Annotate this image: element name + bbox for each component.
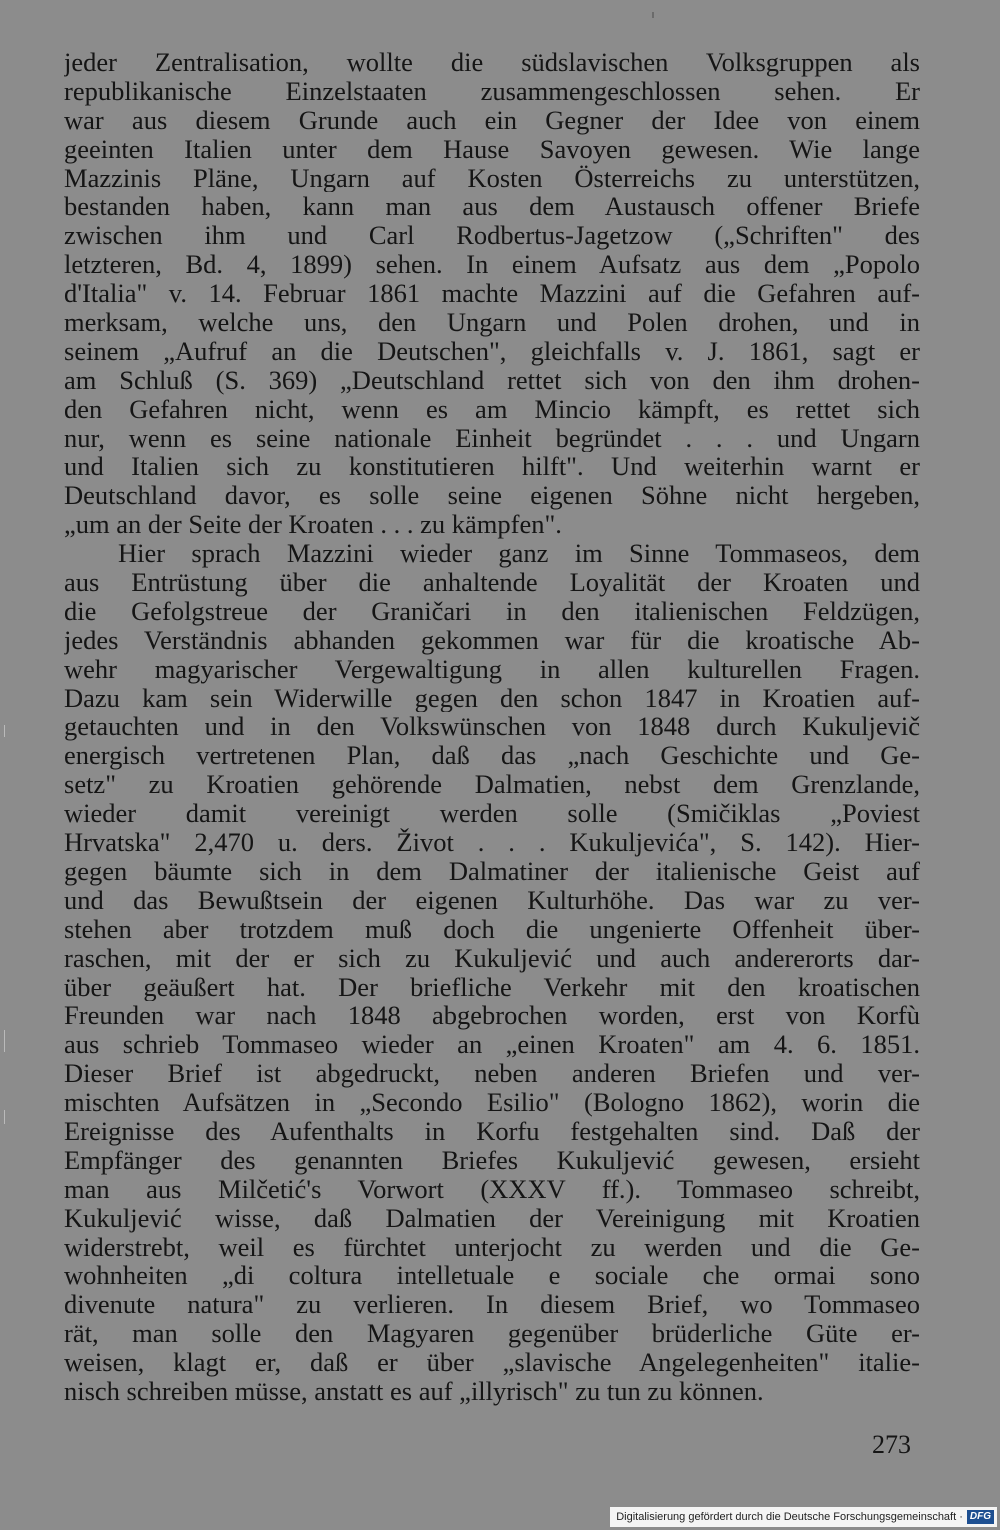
text-line: nur, wenn es seine nationale Einheit begründet . . . und Ungarn: [64, 423, 920, 453]
scan-artifact: [4, 1110, 5, 1124]
text-line: den Gefahren nicht, wenn es am Mincio kämpft, es rettet sich: [64, 394, 920, 424]
text-line: aus Entrüstung über die anhaltende Loyalität der Kroaten und: [64, 568, 920, 597]
text-line: über geäußert hat. Der briefliche Verkehr mit den kroatischen: [64, 972, 920, 1002]
text-line: widerstrebt, weil es fürchtet unterjocht zu werden und die Ge-: [64, 1232, 920, 1262]
text-line: Hier sprach Mazzini wieder ganz im Sinne Tommaseos, dem: [118, 539, 920, 569]
text-line: nisch schreiben müsse, anstatt es auf „illyrisch" zu tun zu können.: [64, 1376, 764, 1406]
text-line: bestanden haben, kann man aus dem Austausch offener Briefe: [64, 192, 920, 222]
text-line: Mazzinis Pläne, Ungarn auf Kosten Österreichs zu unterstützen,: [64, 163, 920, 193]
text-line: republikanische Einzelstaaten zusammengeschlossen sehen. Er: [64, 76, 920, 106]
text-line: die Gefolgstreue der Graničari in den italienischen Feldzügen,: [64, 596, 920, 626]
text-line: aus schrieb Tommaseo wieder an „einen Kroaten" am 4. 6. 1851.: [64, 1030, 920, 1060]
text-line: wehr magyarischer Vergewaltigung in allen kulturellen Fragen.: [64, 654, 920, 684]
scan-artifact: [4, 1030, 5, 1052]
text-line: jedes Verständnis abhanden gekommen war für die kroatische Ab-: [64, 625, 920, 655]
text-line: am Schluß (S. 369) „Deutschland rettet sich von den ihm drohen-: [64, 365, 920, 395]
text-line: jeder Zentralisation, wollte die südslavischen Volksgruppen als: [64, 48, 920, 77]
text-line: getauchten und in den Volkswünschen von 1848 durch Kukuljevič: [64, 712, 920, 742]
text-line: setz" zu Kroatien gehörende Dalmatien, nebst dem Grenzlande,: [64, 770, 920, 800]
text-line: merksam, welche uns, den Ungarn und Polen drohen, und in: [64, 308, 920, 337]
scan-artifact: [4, 725, 5, 737]
text-line: divenute natura" zu verlieren. In diesem Brief, wo Tommaseo: [64, 1290, 920, 1320]
text-line: d'Italia" v. 14. Februar 1861 machte Mazzini auf die Gefahren auf-: [64, 279, 920, 309]
footer-credit-text: Digitalisierung gefördert durch die Deutsche Forschungsgemeinschaft ·: [616, 1511, 963, 1523]
text-line: Empfänger des genannten Briefes Kukuljević gewesen, ersieht: [64, 1145, 920, 1175]
dfg-logo-icon: DFG: [967, 1510, 994, 1524]
body-text: [64, 48, 920, 1406]
text-line: Kukuljević wisse, daß Dalmatien der Vereinigung mit Kroatien: [64, 1203, 920, 1233]
text-line: und das Bewußtsein der eigenen Kulturhöhe. Das war zu ver-: [64, 885, 920, 915]
text-line: letzteren, Bd. 4, 1899) sehen. In einem Aufsatz aus dem „Popolo: [64, 250, 920, 280]
text-line: Dazu kam sein Widerwille gegen den schon 1847 in Kroatien auf-: [64, 683, 920, 713]
footer-credit: [610, 1507, 997, 1527]
text-line: Dieser Brief ist abgedruckt, neben anderen Briefen und ver-: [64, 1059, 920, 1089]
text-line: stehen aber trotzdem muß doch die ungenierte Offenheit über-: [64, 914, 920, 944]
text-line: gegen bäumte sich in dem Dalmatiner der italienische Geist auf: [64, 856, 920, 886]
text-line: zwischen ihm und Carl Rodbertus-Jagetzow („Schriften" des: [64, 221, 920, 251]
text-line: war aus diesem Grunde auch ein Gegner der Idee von einem: [64, 105, 920, 135]
text-line: Deutschland davor, es solle seine eigenen Söhne nicht hergeben,: [64, 481, 920, 511]
scan-artifact: [652, 12, 654, 18]
text-line: „um an der Seite der Kroaten . . . zu kämpfen".: [64, 510, 562, 540]
text-line: wohnheiten „di coltura intelletuale e sociale che ormai sono: [64, 1261, 920, 1291]
text-line: weisen, klagt er, daß er über „slavische Angelegenheiten" italie-: [64, 1348, 920, 1377]
text-line: Hrvatska" 2,470 u. ders. Život . . . Kukuljevića", S. 142). Hier-: [64, 828, 920, 857]
text-line: Ereignisse des Aufenthalts in Korfu festgehalten sind. Daß der: [64, 1116, 920, 1146]
text-line: seinem „Aufruf an die Deutschen", gleichfalls v. J. 1861, sagt er: [64, 336, 920, 366]
text-line: energisch vertretenen Plan, daß das „nach Geschichte und Ge-: [64, 741, 920, 771]
text-line: und Italien sich zu konstitutieren hilft". Und weiterhin warnt er: [64, 452, 920, 482]
text-line: wieder damit vereinigt werden solle (Smičiklas „Poviest: [64, 799, 920, 829]
text-line: Freunden war nach 1848 abgebrochen worden, erst von Korfù: [64, 1001, 920, 1031]
text-line: man aus Milčetić's Vorwort (XXXV ff.). Tommaseo schreibt,: [64, 1174, 920, 1204]
page-number: 273: [872, 1430, 911, 1459]
text-line: rät, man solle den Magyaren gegenüber brüderliche Güte er-: [64, 1319, 920, 1349]
text-line: geeinten Italien unter dem Hause Savoyen gewesen. Wie lange: [64, 134, 920, 164]
text-line: mischten Aufsätzen in „Secondo Esilio" (Bologno 1862), worin die: [64, 1088, 920, 1117]
text-line: raschen, mit der er sich zu Kukuljević und auch andererorts dar-: [64, 943, 920, 973]
